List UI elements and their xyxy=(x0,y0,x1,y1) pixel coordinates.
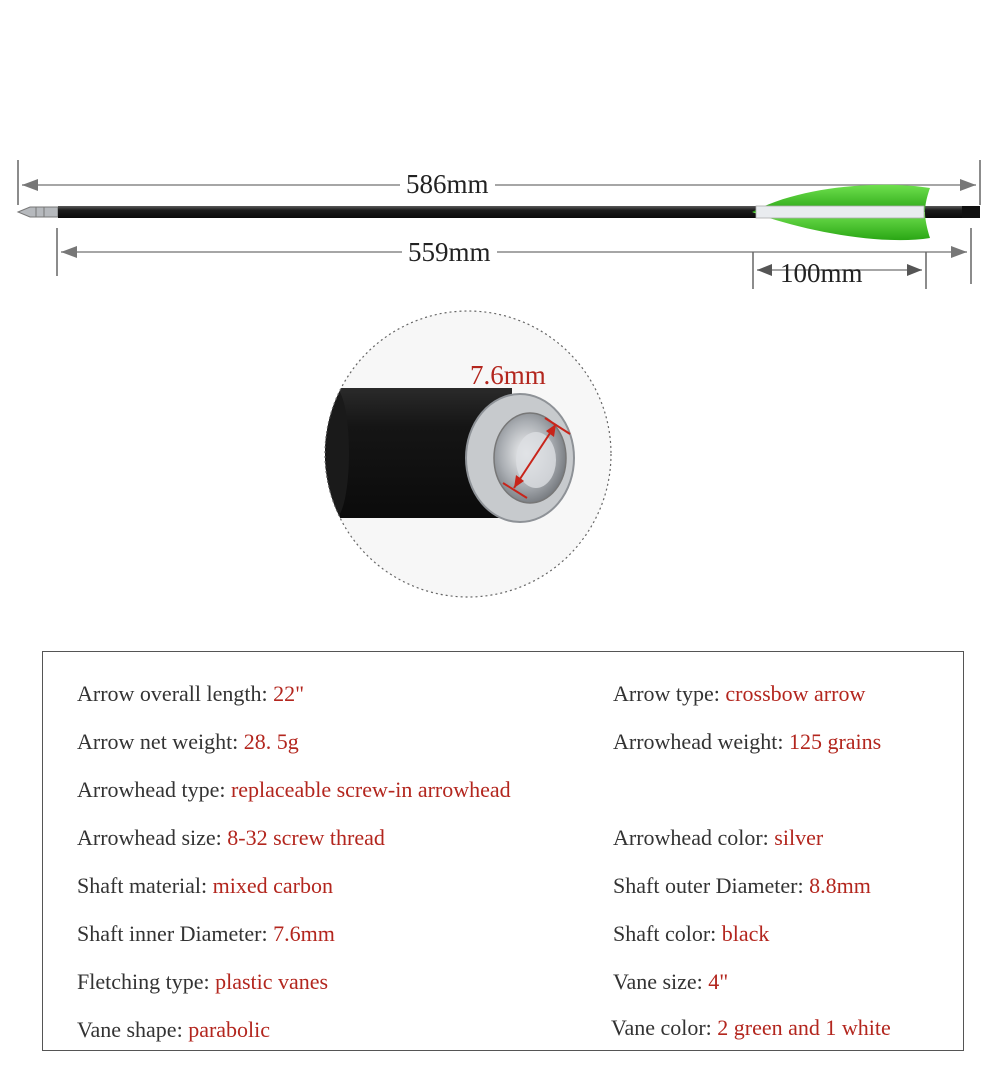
specification-box xyxy=(42,651,964,1051)
spec-net-weight: Arrow net weight: 28. 5g xyxy=(77,729,299,754)
spec-shaft-material: Shaft material: mixed carbon xyxy=(77,873,333,898)
shaft-cross-section-zoom xyxy=(300,311,611,597)
spec-vane-color: Vane color: 2 green and 1 white xyxy=(611,1015,891,1040)
spec-arrowhead-color: Arrowhead color: silver xyxy=(613,825,824,850)
shaft-length-label: 559mm xyxy=(402,237,497,267)
arrow-illustration xyxy=(18,185,980,240)
vane-length-label: 100mm xyxy=(780,258,863,288)
spec-fletching-type: Fletching type: plastic vanes xyxy=(77,969,329,994)
spec-arrow-type: Arrow type: crossbow arrow xyxy=(613,681,866,706)
spec-arrowhead-weight: Arrowhead weight: 125 grains xyxy=(613,729,882,754)
spec-vane-shape: Vane shape: parabolic xyxy=(77,1017,271,1042)
inner-diameter-label: 7.6mm xyxy=(470,360,546,390)
spec-outer-diameter: Shaft outer Diameter: 8.8mm xyxy=(613,873,871,898)
spec-inner-diameter: Shaft inner Diameter: 7.6mm xyxy=(77,921,335,946)
spec-overall-length: Arrow overall length: 22" xyxy=(77,681,305,706)
overall-length-label: 586mm xyxy=(400,169,495,199)
spec-shaft-color: Shaft color: black xyxy=(613,921,770,946)
spec-vane-size: Vane size: 4" xyxy=(613,969,729,994)
spec-arrowhead-size: Arrowhead size: 8-32 screw thread xyxy=(77,825,385,850)
spec-arrowhead-type: Arrowhead type: replaceable screw-in arrowhead xyxy=(77,777,511,802)
